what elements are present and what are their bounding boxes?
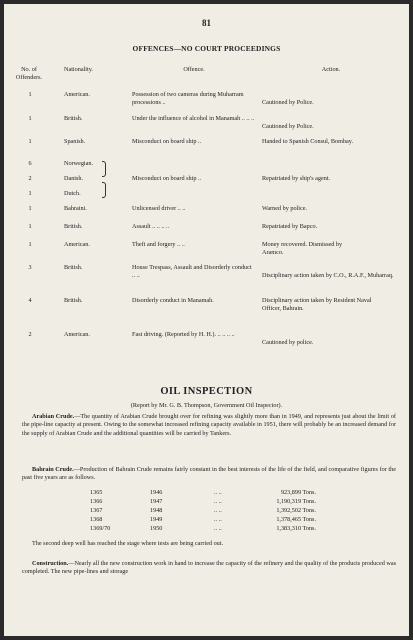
prod-dots: .. .. [214, 489, 222, 496]
oil-subtitle: (Report by Mr. G. B. Thompson, Government Oil Inspector). [130, 402, 283, 409]
row-nationality: British. [64, 223, 83, 230]
row-count: 2 [28, 175, 32, 182]
row-count: 6 [28, 160, 32, 167]
para-heading: Bahrain Crude. [32, 466, 74, 473]
row-action: Warned by police. [262, 205, 308, 212]
para-text: —The quantity of Arabian Crude brought over for refining was slightly more than in 1949, and represents just about the limit of the pipe-line capacity at present. Owing to the somewhat increased refining capacity available in 1951, there will probably be an increased demand for the supply of Arabian Crude and the additional quantities will be carried by Tankers. [22, 413, 396, 437]
paragraph-deep-well [22, 540, 396, 548]
row-nationality: Norwegian. [64, 160, 94, 167]
row-count: 1 [28, 205, 32, 212]
row-count: 1 [28, 241, 32, 248]
row-nationality: American. [64, 91, 90, 98]
prod-hijri: 1366 [90, 498, 103, 505]
prod-tons: 1,383,310 Tons. [276, 525, 316, 532]
row-offence: Possession of two cameras during Muharram processions .. [132, 91, 244, 107]
prod-tons: 1,392,502 Tons. [276, 507, 316, 514]
prod-tons: 923,899 Tons. [280, 489, 316, 496]
row-nationality: Danish. [64, 175, 84, 182]
row-action: Cautioned by Police. [262, 99, 314, 106]
row-nationality: British. [64, 264, 83, 271]
row-action: Repatriated by Bapco. [262, 223, 318, 230]
header-no-offenders: No. of Offenders. [15, 66, 43, 81]
prod-year: 1946 [150, 489, 163, 496]
prod-hijri: 1368 [90, 516, 103, 523]
prod-year: 1947 [150, 498, 163, 505]
row-count: 3 [28, 264, 32, 271]
prod-dots: .. .. [214, 498, 222, 505]
prod-year: 1949 [150, 516, 163, 523]
row-count: 1 [28, 91, 32, 98]
header-offence: Offence. [183, 66, 205, 73]
group-brace-top [102, 161, 106, 177]
oil-title: OIL INSPECTION [160, 386, 253, 397]
para-text: The second deep well has reached the stage where tests are being carried out. [32, 540, 224, 547]
offences-title: OFFENCES—NO COURT PROCEEDINGS [132, 44, 281, 53]
prod-dots: .. .. [214, 525, 222, 532]
row-count: 2 [28, 331, 32, 338]
para-text: —Production of Bahrain Crude remains fairly constant in the best interests of the life of the field, and comparative figures for the past five years are as follows. [22, 466, 396, 482]
row-action: Disciplinary action taken by Resident Naval Officer, Bahrain. [262, 297, 372, 313]
paragraph-bahrain-crude [22, 466, 396, 483]
para-text: —Nearly all the new construction work in hand to increase the capacity of the refinery and the quality of the products produced was completed. The new pipe-lines and storage [22, 560, 396, 576]
row-action: Repatriated by ship's agent. [262, 175, 331, 182]
prod-tons: 1,378,465 Tons. [276, 516, 316, 523]
row-count: 4 [28, 297, 32, 304]
para-heading: Construction. [32, 560, 69, 567]
row-offence: Unlicensed driver .. .. [132, 205, 186, 212]
page-number: 81 [202, 18, 211, 28]
prod-tons: 1,190,319 Tons. [276, 498, 316, 505]
row-nationality: American. [64, 331, 90, 338]
header-nationality: Nationality. [64, 66, 93, 73]
paragraph-construction [22, 560, 396, 577]
paragraph-arabian-crude [22, 413, 396, 438]
row-action: Money recovered. Dismissed by Aramco. [262, 241, 343, 257]
group-brace-bottom [102, 182, 106, 198]
row-offence: Under the influence of alcohol in Manamah .. .. .. [132, 115, 255, 122]
row-nationality: Bahraini. [64, 205, 87, 212]
row-count: 1 [28, 190, 32, 197]
row-offence: Misconduct on board ship .. [132, 138, 202, 145]
prod-dots: .. .. [214, 507, 222, 514]
row-count: 1 [28, 223, 32, 230]
document-page [4, 4, 409, 636]
row-action: Handed to Spanish Consul, Bombay. [262, 138, 354, 145]
row-offence: House Trespass, Assault and Disorderly conduct .. .. [132, 264, 252, 280]
row-nationality: Spanish. [64, 138, 86, 145]
prod-dots: .. .. [214, 516, 222, 523]
prod-year: 1950 [150, 525, 163, 532]
row-count: 1 [28, 138, 32, 145]
row-offence: Misconduct on board ship .. [132, 175, 202, 182]
prod-hijri: 1365 [90, 489, 103, 496]
row-nationality: British. [64, 297, 83, 304]
row-action: Cautioned by police. [262, 339, 314, 346]
row-offence: Fast driving. (Reported by H. H.). .. .. .. .. [132, 331, 235, 338]
prod-hijri: 1367 [90, 507, 103, 514]
row-offence: Theft and forgery .. .. [132, 241, 185, 248]
prod-hijri: 1369/70 [90, 525, 111, 532]
row-nationality: American. [64, 241, 90, 248]
row-count: 1 [28, 115, 32, 122]
row-offence: Assault .. .. .. .. [132, 223, 170, 230]
prod-year: 1948 [150, 507, 163, 514]
header-action: Action. [321, 66, 341, 73]
row-offence: Disorderly conduct in Manamah. [132, 297, 214, 304]
row-action: Disciplinary action taken by C.O., R.A.F., Muharraq. [262, 272, 394, 279]
row-nationality: British. [64, 115, 83, 122]
para-heading: Arabian Crude. [32, 413, 75, 420]
row-action: Cautioned by Police. [262, 123, 314, 130]
row-nationality: Dutch. [64, 190, 81, 197]
